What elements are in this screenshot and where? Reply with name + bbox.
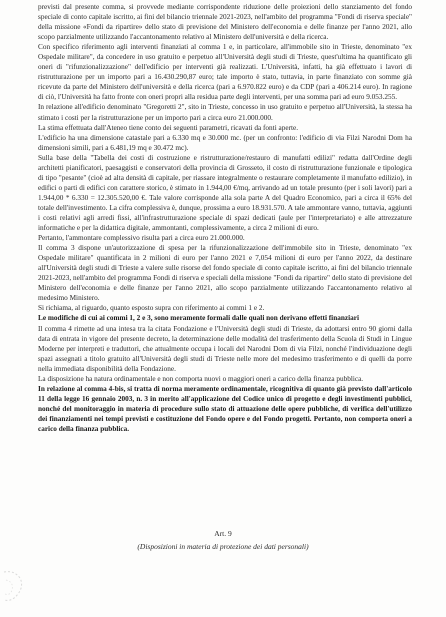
paragraph: Sulla base della "Tabella dei costi di costruzione e ristrutturazione/restauro di manufatti edilizi" redatta dall'Ordine degli architetti pianificatori, paesaggisti e conservatori della provincia di Grosseto, il costo di ristrutturazione funzionale e tipologica di tipo "pesante" (cioè ad alta densità di capitale, per riassare integralmente o restaurare completamente il manufatto edilizio), in edifici o parti di edifici con carattere storico, è stimato in 1.944,00 €/mq, arrivando ad un totale presunto (per i soli lavori) pari a 1.944,00 * 6.330 = 12.305.520,00 €. Tale valore corrisponde alla sola parte A del Quadro Economico, pari a circa il 65% del totale dell'investimento. La cifra complessiva è, dunque, prossima a euro 18.931.570. A tale ammontare vanno, tuttavia, aggiunti i costi relativi agli arredi fissi, all'infrastrutturazione speciale di spazi dedicati (aule per l'interpretariato) e alle attrezzature informatiche e per la didattica digitale, ammontanti, complessivamente, a circa 2 milioni di euro.: [38, 153, 412, 233]
paragraph: previsti dal presente comma, si provvede mediante corrispondente riduzione delle proiezioni dello stanziamento del fondo speciale di conto capitale iscritto, ai fini del bilancio triennale 2021-2023, nell'ambito del programma "Fondi di riserva speciale" della missione «Fondi da ripartire» dello stato di previsione del Ministero dell'economia e delle finanze per l'anno 2021, allo scopo parzialmente utilizzando l'accantonamento relativo al Ministero dell'università e della ricerca.: [38, 3, 412, 42]
bold-paragraph: In relazione al comma 4-bis, si tratta di norma meramente ordinamentale, ricognitiva di quanto già previsto dall'articolo 11 della legge 16 gennaio 2003, n. 3 in merito all'applicazione del Codice unico di progetto e degli investimenti pubblici, nonché del monitoraggio in materia di procedure sullo stato di attuazione delle opere pubbliche, di verifica dell'utilizzo dei finanziamenti nei tempi previsti e costituzione del Fondo opere e del Fondo progetti. Pertanto, non comporta oneri a carico della finanza pubblica.: [38, 384, 412, 433]
margin-stamp-mark: [0, 568, 26, 608]
article-title: (Disposizioni in materia di protezione dei dati personali): [137, 542, 309, 551]
paragraph: Pertanto, l'ammontare complessivo risulta pari a circa euro 21.000.000.: [38, 234, 245, 243]
article-number: Art. 9: [214, 529, 232, 538]
document-body: [38, 2, 412, 434]
paragraph: Si richiama, al riguardo, quanto esposto supra con riferimento ai commi 1 e 2.: [38, 304, 265, 313]
paragraph: L'edificio ha una dimensione catastale pari a 6.330 mq e 30.000 mc. (per un confronto: l'edificio di via Filzi Narodni Dom ha dimensioni simili, pari a 6.481,19 mq e 30.472 mc).: [38, 133, 412, 152]
paragraph: La disposizione ha natura ordinamentale e non comporta nuovi o maggiori oneri a carico della finanza pubblica.: [38, 374, 364, 383]
paragraph: Il comma 3 dispone un'autorizzazione di spesa per la rifunzionalizzazione dell'immobile sito in Trieste, denominato "ex Ospedale militare" quantificata in 2 milioni di euro per l'anno 2021 e 7,054 milioni di euro per l'anno 2022, da destinare all'Università degli studi di Trieste a valere sulle risorse del fondo speciale di conto capitale iscritto, ai fini del bilancio triennale 2021-2023, nell'ambito del programma Fondi di riserva e speciali della missione "Fondi da ripartire" dello stato di previsione del Ministero dell'economia e delle finanze per l'anno 2021, allo scopo parzialmente utilizzando l'accantonamento relativo al medesimo Ministero.: [38, 244, 412, 303]
paragraph: Con specifico riferimento agli interventi finanziati al comma 1 e, in particolare, all'immobile sito in Trieste, denominato "ex Ospedale militare", da concedere in uso gratuito e perpetuo all'Università degli studi di Trieste, quest'ultima ha quantificato gli oneri di "rifunzionalizzazione" dell'edificio per interventi già realizzati. L'Università, infatti, ha già effettuato i lavori di ristrutturazione per un importo pari a 16.430.290,87 euro; tale importo è stato, tuttavia, in parte finanziato con somme già ricevute da parte del Ministero dell'università e della ricerca (pari a 6.970.822 euro) e da CDP (pari a 406.214 euro). In ragione di ciò, l'Università ha fatto fronte con oneri propri alla residua parte degli interventi, per una somma pari ad euro 9.053.255.: [38, 43, 412, 102]
bold-paragraph: Le modifiche di cui ai commi 1, 2 e 3, sono meramente formali dalle quali non derivano effetti finanziari: [38, 314, 359, 323]
paragraph: La stima effettuata dall'Ateneo tiene conto dei seguenti parametri, ricavati da fonti aperte.: [38, 123, 299, 132]
paragraph: Il comma 4 rimette ad una intesa tra la citata Fondazione e l'Università degli studi di Trieste, da adottarsi entro 90 giorni dalla data di entrata in vigore del presente decreto, la determinazione delle modalità del trasferimento della Scuola di Studi in Lingue Moderne per interpreti e traduttori, che attualmente occupa i locali del Narodni Dom di via Filzi, nonché l'individuazione degli spazi assegnati a titolo gratuito all'Università degli studi di Trieste nelle more del medesimo trasferimento e di quelli da porre nella immediata disponibilità della Fondazione.: [38, 324, 412, 373]
paragraph: In relazione all'edificio denominato "Gregoretti 2", sito in Trieste, concesso in uso gratuito e perpetuo all'Università, la stessa ha stimato i costi per la ristrutturazione per un importo pari a circa euro 21.000.000.: [38, 103, 412, 122]
